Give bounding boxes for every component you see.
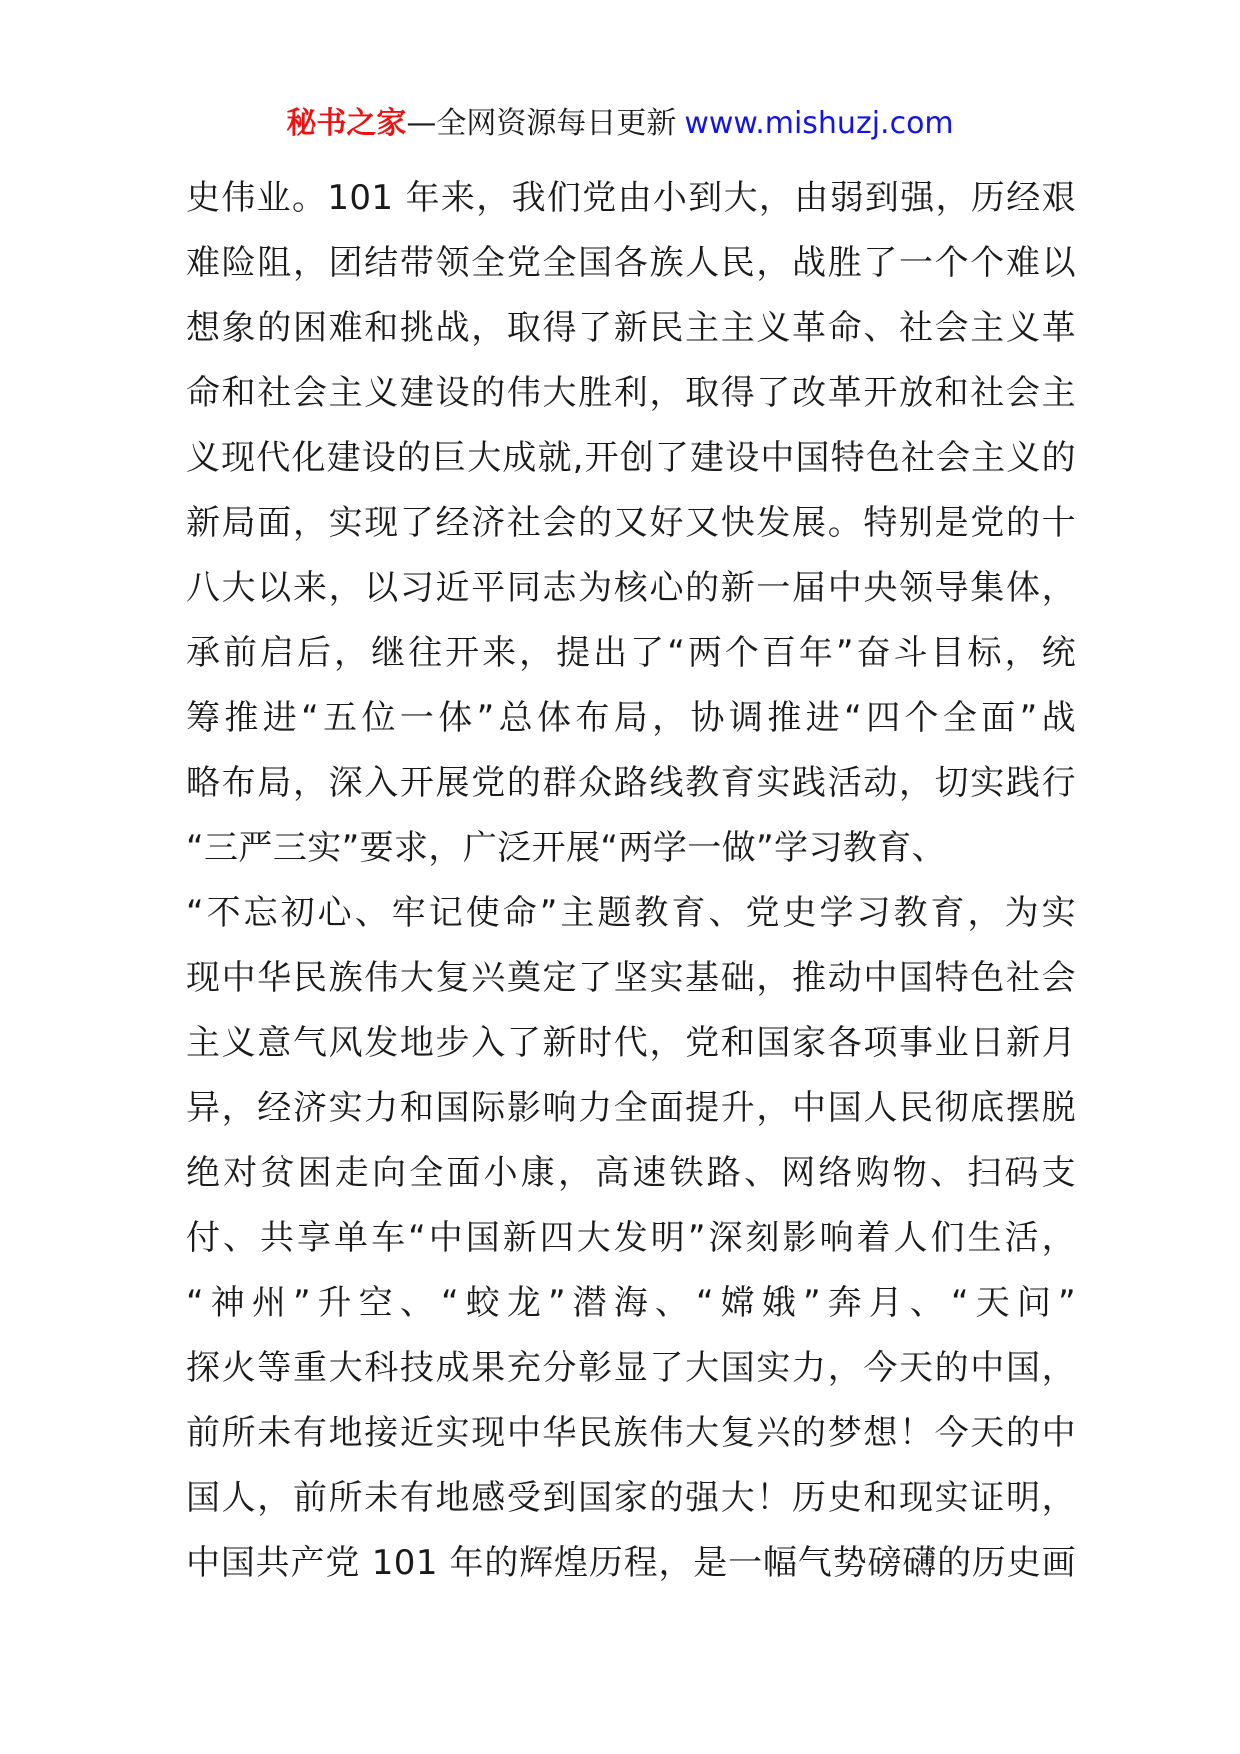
text-line: 想象的困难和挑战，取得了新民主主义革命、社会主义革 bbox=[186, 308, 1076, 348]
text-line: 略布局，深入开展党的群众路线教育实践活动，切实践行 bbox=[186, 763, 1076, 803]
text-line: 现中华民族伟大复兴奠定了坚实基础，推动中国特色社会 bbox=[186, 958, 1076, 998]
text-line: 筹推进“五位一体”总体布局，协调推进“四个全面”战 bbox=[186, 698, 1076, 738]
text-line: 承前启后，继往开来，提出了“两个百年”奋斗目标，统 bbox=[186, 633, 1076, 673]
text-line: 付、共享单车“中国新四大发明”深刻影响着人们生活， bbox=[186, 1218, 1076, 1258]
text-line: 前所未有地接近实现中华民族伟大复兴的梦想！今天的中 bbox=[186, 1413, 1076, 1453]
text-line: 难险阻，团结带领全党全国各族人民，战胜了一个个难以 bbox=[186, 243, 1076, 283]
text-line: 义现代化建设的巨大成就,开创了建设中国特色社会主义的 bbox=[186, 438, 1076, 478]
text-line: “不忘初心、牢记使命”主题教育、党史学习教育，为实 bbox=[186, 893, 1076, 933]
text-line: 主义意气风发地步入了新时代，党和国家各项事业日新月 bbox=[186, 1023, 1076, 1063]
page-header bbox=[0, 100, 1240, 148]
text-line: 绝对贫困走向全面小康，高速铁路、网络购物、扫码支 bbox=[186, 1153, 1076, 1193]
text-line: 新局面，实现了经济社会的又好又快发展。特别是党的十 bbox=[186, 503, 1076, 543]
text-line: “神州”升空、“蛟龙”潜海、“嫦娥”奔月、“天问” bbox=[186, 1283, 1076, 1323]
document-body bbox=[186, 166, 1076, 1596]
text-line: 探火等重大科技成果充分彰显了大国实力，今天的中国， bbox=[186, 1348, 1076, 1388]
text-line: 史伟业。101 年来，我们党由小到大，由弱到强，历经艰 bbox=[186, 178, 1076, 218]
site-url-link[interactable]: www.mishuzj.com bbox=[684, 106, 954, 141]
text-line: 命和社会主义建设的伟大胜利，取得了改革开放和社会主 bbox=[186, 373, 1076, 413]
text-line: 国人，前所未有地感受到国家的强大！历史和现实证明， bbox=[186, 1478, 1076, 1518]
text-line: 八大以来，以习近平同志为核心的新一届中央领导集体， bbox=[186, 568, 1076, 608]
site-tagline: —全网资源每日更新 bbox=[406, 106, 677, 141]
text-line: 中国共产党 101 年的辉煌历程，是一幅气势磅礴的历史画 bbox=[186, 1543, 1076, 1583]
text-line: “三严三实”要求，广泛开展“两学一做”学习教育、 bbox=[186, 828, 947, 868]
site-brand: 秘书之家 bbox=[286, 106, 407, 141]
text-line: 异，经济实力和国际影响力全面提升，中国人民彻底摆脱 bbox=[186, 1088, 1076, 1128]
